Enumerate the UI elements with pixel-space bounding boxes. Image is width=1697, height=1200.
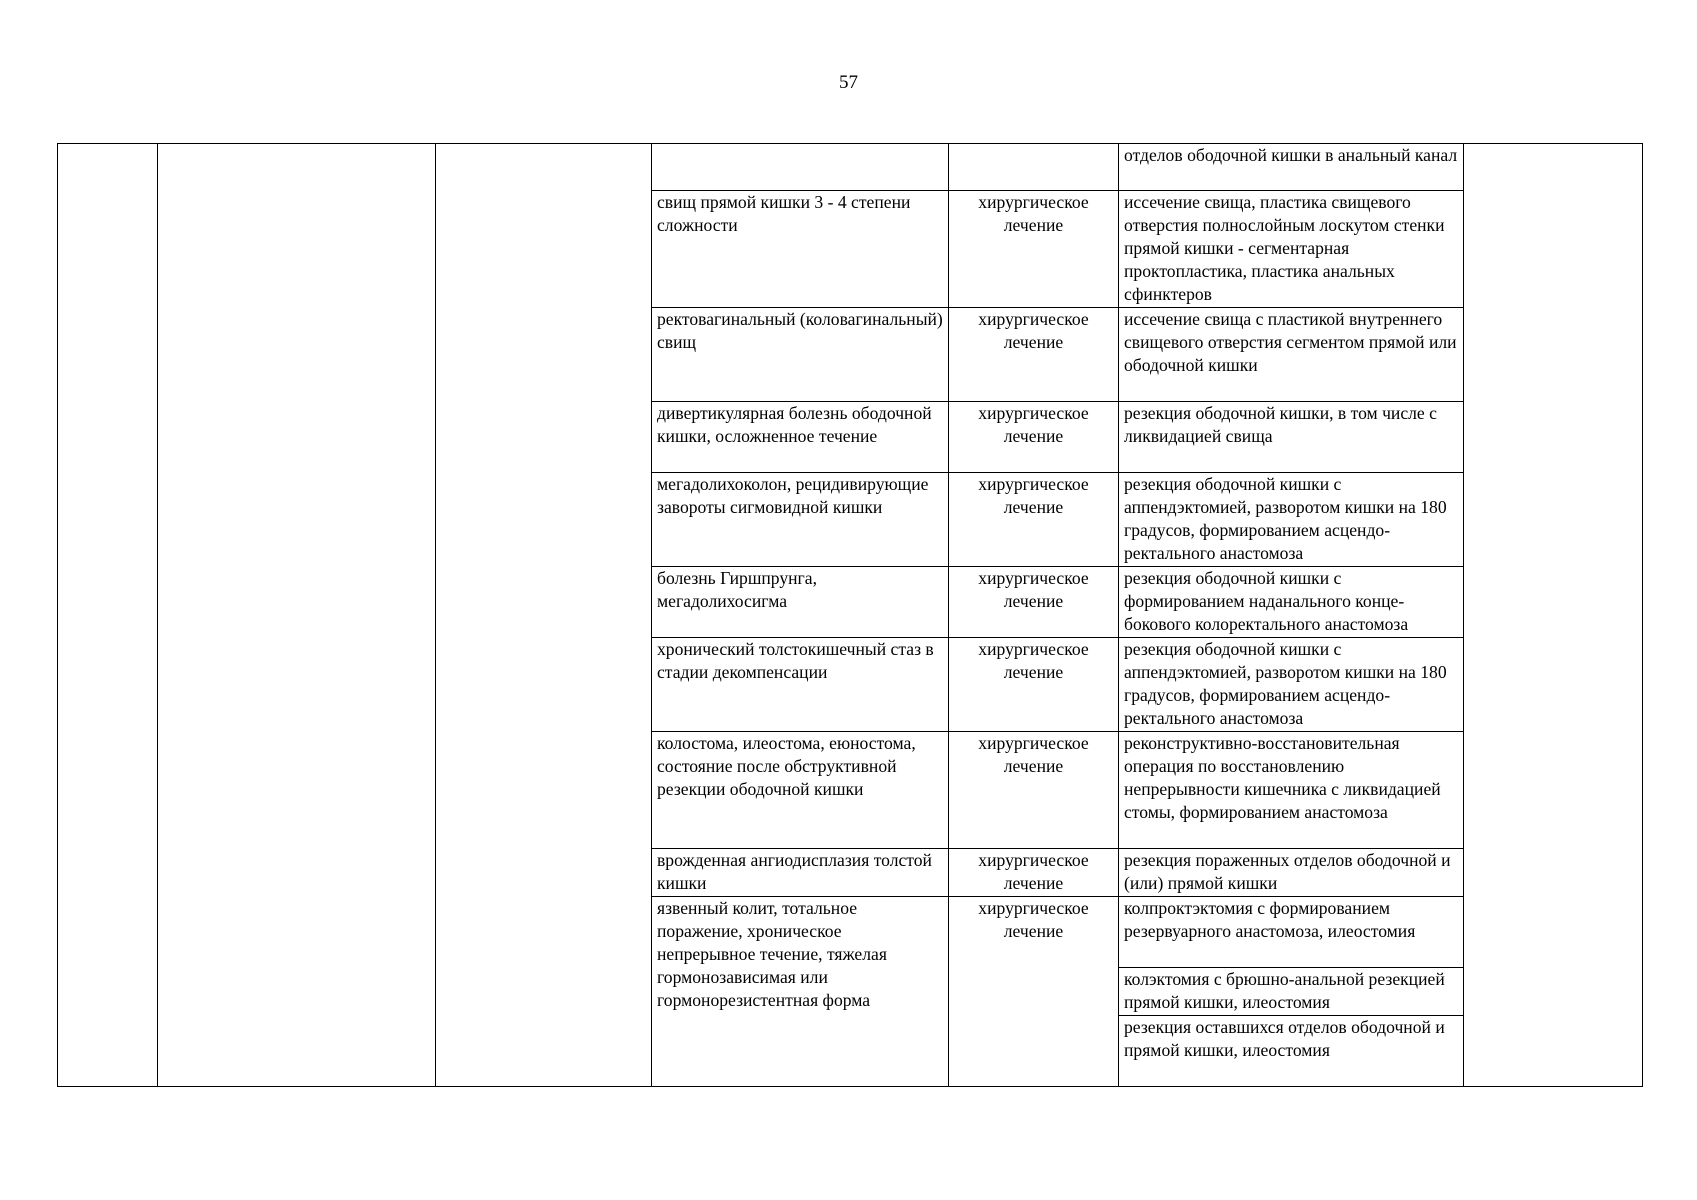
- treatment-cell: хирургическое лечение: [949, 473, 1119, 567]
- table-cell-col1: [58, 144, 158, 1087]
- method-cell: резекция оставшихся отделов ободочной и прямой кишки, илеостомия: [1119, 1016, 1464, 1087]
- diagnosis-cell: колостома, илеостома, еюностома, состояние после обструктивной резекции ободочной кишки: [652, 732, 949, 849]
- method-cell: иссечение свища с пластикой внутреннего свищевого отверстия сегментом прямой или ободочной кишки: [1119, 308, 1464, 402]
- treatment-cell: хирургическое лечение: [949, 849, 1119, 897]
- diagnosis-cell: болезнь Гиршпрунга, мегадолихосигма: [652, 567, 949, 638]
- treatment-cell: хирургическое лечение: [949, 402, 1119, 473]
- treatment-cell: хирургическое лечение: [949, 191, 1119, 308]
- diagnosis-cell: хронический толстокишечный стаз в стадии декомпенсации: [652, 638, 949, 732]
- treatment-cell: хирургическое лечение: [949, 308, 1119, 402]
- page-number: 57: [839, 72, 858, 93]
- diagnosis-cell: язвенный колит, тотальное поражение, хроническое непрерывное течение, тяжелая гормонозависимая или гормонорезистентная форма: [652, 897, 949, 1087]
- method-cell: резекция ободочной кишки с формированием наданального конце-бокового колоректального анастомоза: [1119, 567, 1464, 638]
- diagnosis-cell: дивертикулярная болезнь ободочной кишки, осложненное течение: [652, 402, 949, 473]
- diagnosis-cell: свищ прямой кишки 3 - 4 степени сложности: [652, 191, 949, 308]
- method-cell: резекция пораженных отделов ободочной и (или) прямой кишки: [1119, 849, 1464, 897]
- method-cell: колпроктэктомия с формированием резервуарного анастомоза, илеостомия: [1119, 897, 1464, 968]
- diagnosis-cell: мегадолихоколон, рецидивирующие завороты сигмовидной кишки: [652, 473, 949, 567]
- method-cell: реконструктивно-восстановительная операция по восстановлению непрерывности кишечника с ликвидацией стомы, формированием анастомоза: [1119, 732, 1464, 849]
- treatment-cell: [949, 144, 1119, 191]
- treatment-cell: хирургическое лечение: [949, 732, 1119, 849]
- table-cell-col3: [436, 144, 652, 1087]
- diagnosis-cell: врожденная ангиодисплазия толстой кишки: [652, 849, 949, 897]
- treatment-cell: хирургическое лечение: [949, 567, 1119, 638]
- treatment-cell: хирургическое лечение: [949, 638, 1119, 732]
- table-cell-col7: [1464, 144, 1643, 1087]
- method-cell: иссечение свища, пластика свищевого отверстия полнослойным лоскутом стенки прямой кишки - сегментарная проктопластика, пластика анальных сфинктеров: [1119, 191, 1464, 308]
- medical-procedures-table: [57, 143, 1643, 1087]
- method-cell: колэктомия с брюшно-анальной резекцией прямой кишки, илеостомия: [1119, 968, 1464, 1016]
- diagnosis-cell: ректовагинальный (коловагинальный) свищ: [652, 308, 949, 402]
- method-cell: резекция ободочной кишки, в том числе с ликвидацией свища: [1119, 402, 1464, 473]
- diagnosis-cell: [652, 144, 949, 191]
- method-cell: отделов ободочной кишки в анальный канал: [1119, 144, 1464, 191]
- method-cell: резекция ободочной кишки с аппендэктомией, разворотом кишки на 180 градусов, формированием асцендо-ректального анастомоза: [1119, 638, 1464, 732]
- table-cell-col2: [158, 144, 436, 1087]
- table-row: [58, 144, 1643, 191]
- method-cell: резекция ободочной кишки с аппендэктомией, разворотом кишки на 180 градусов, формированием асцендо-ректального анастомоза: [1119, 473, 1464, 567]
- treatment-cell: хирургическое лечение: [949, 897, 1119, 1087]
